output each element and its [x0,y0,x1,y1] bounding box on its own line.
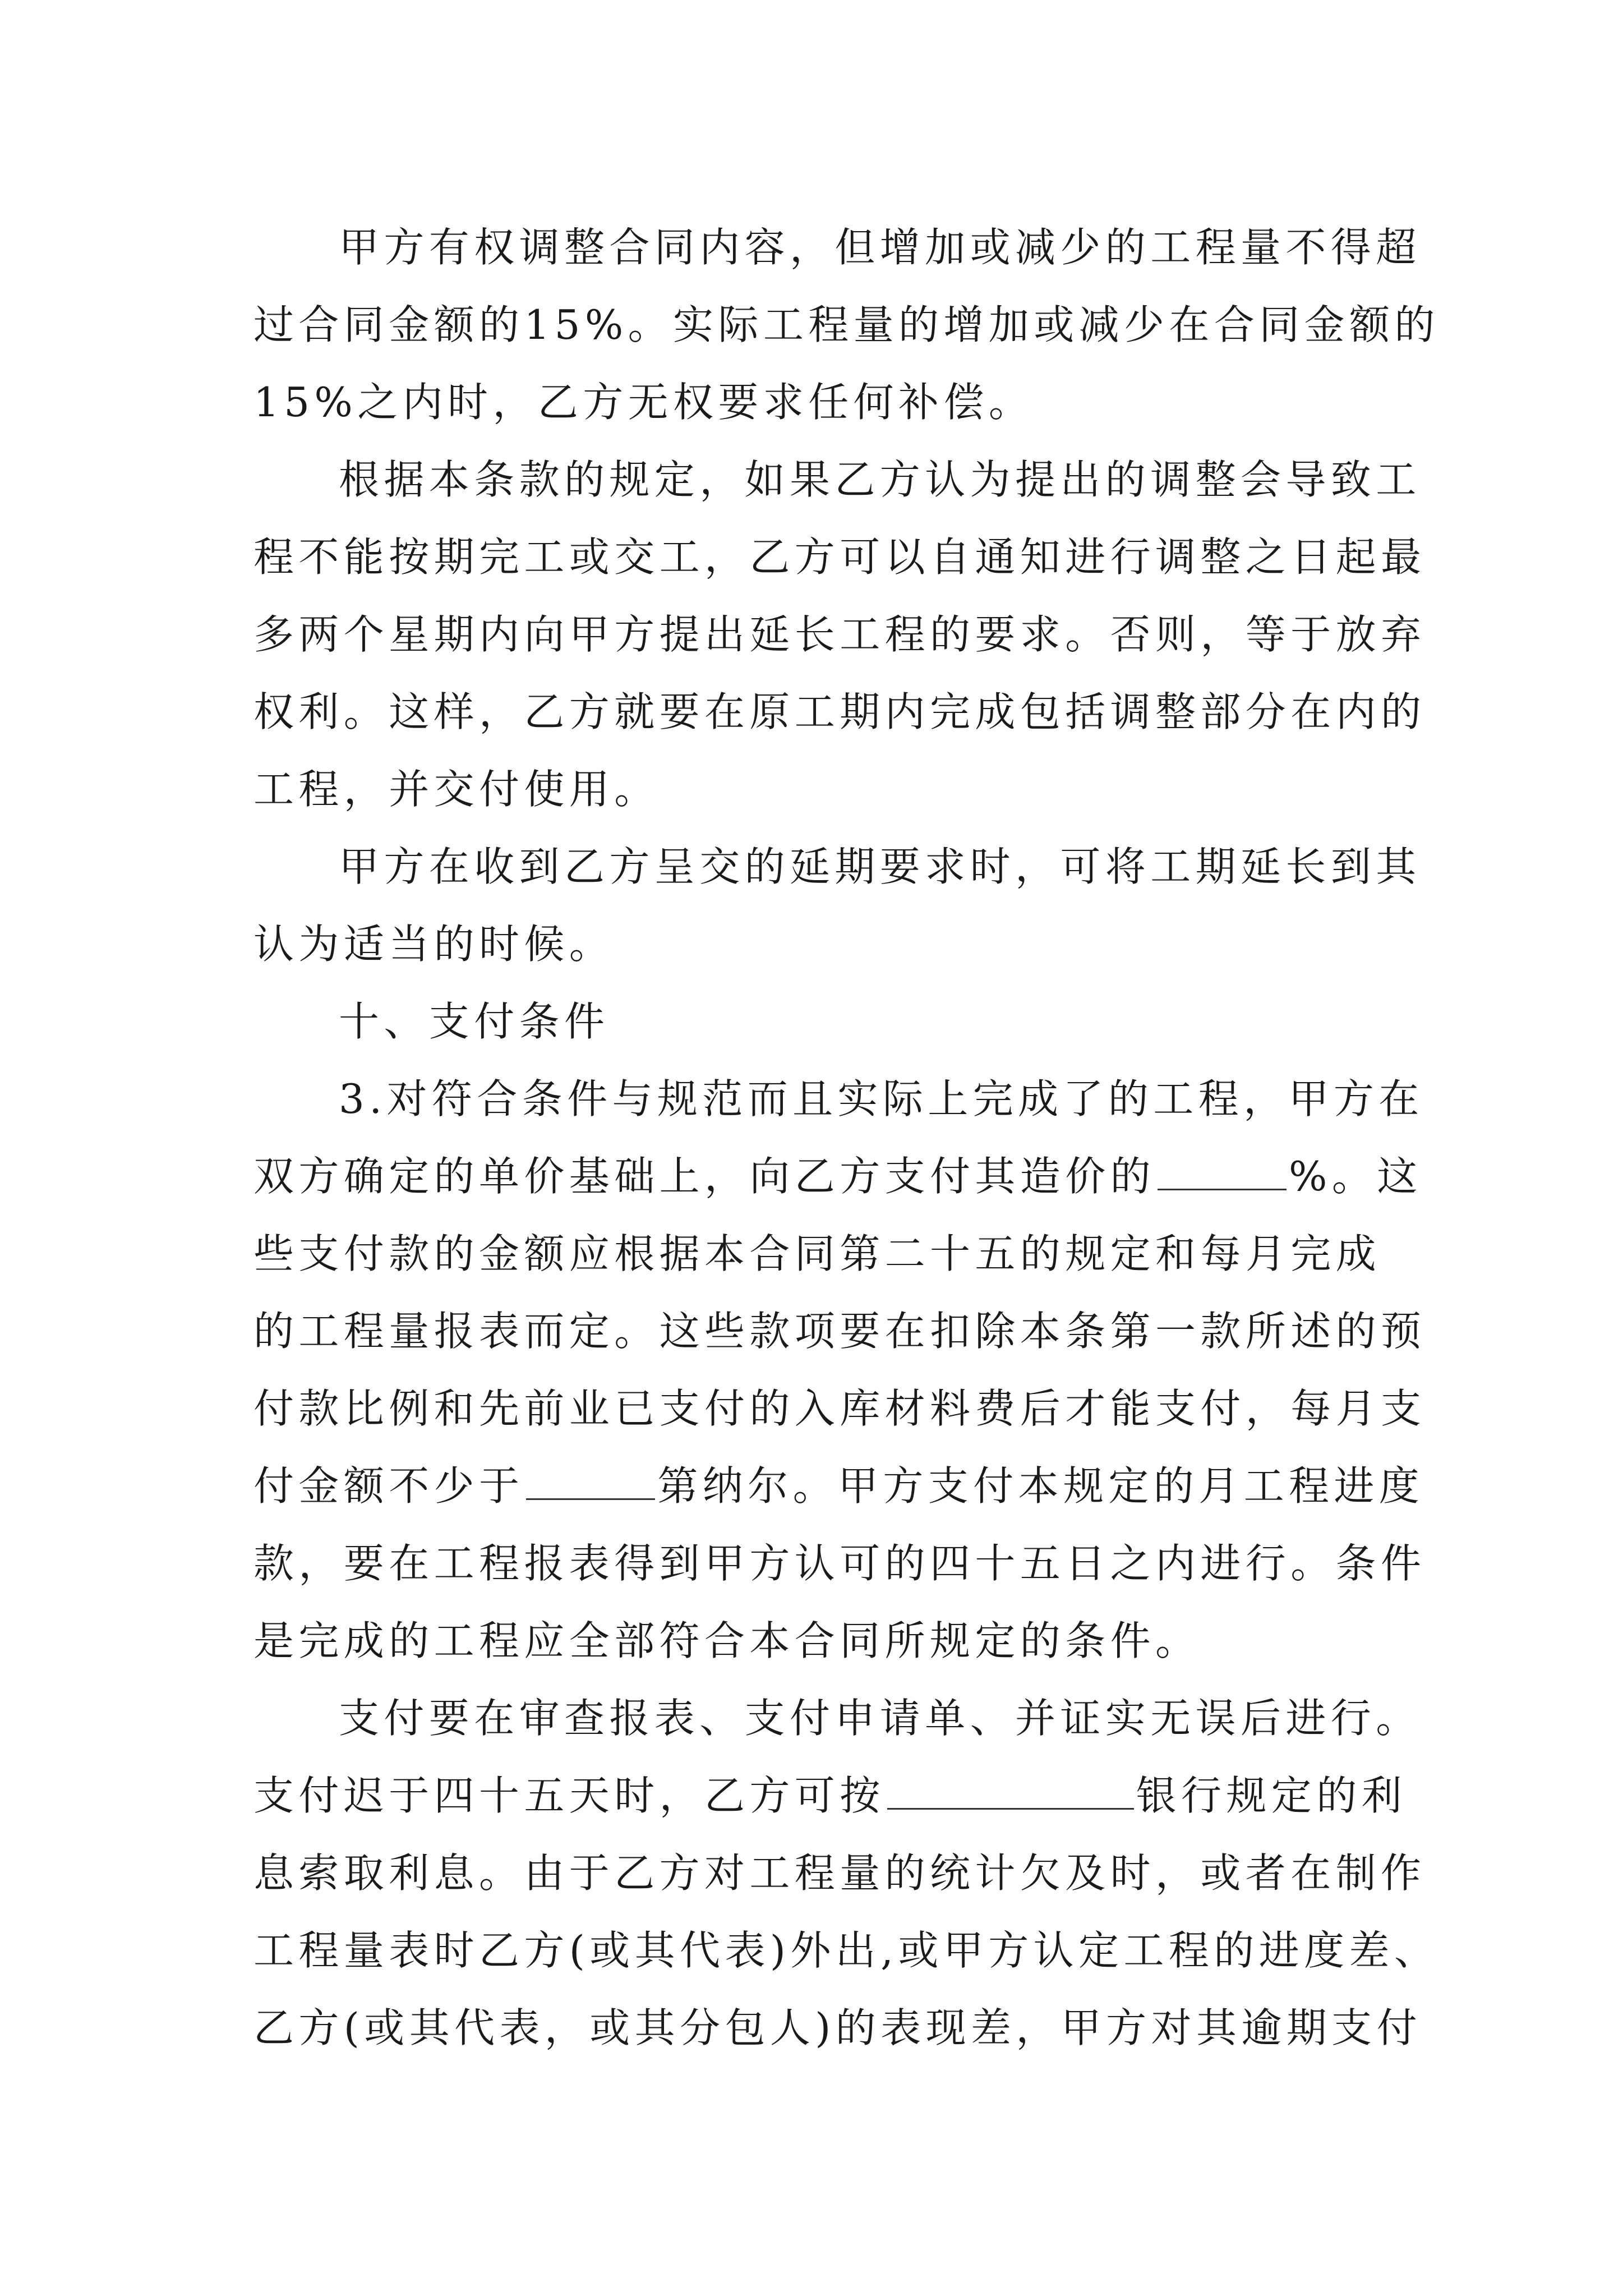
text-line [253,1447,1424,1525]
document-body [253,209,1440,2067]
text-line [253,209,1421,286]
text-line [253,1525,1426,1602]
text-line [253,673,1426,751]
fill-in-blank [1158,1154,1287,1190]
line-text-before-blank: 支付迟于四十五天时，乙方可按 [253,1772,885,1819]
text-line [253,1680,1421,1757]
line-text: 付款比例和先前业已支付的入库材料费后才能支付，每月支 [253,1385,1426,1432]
line-text-after-blank: %。这 [1289,1153,1422,1200]
line-text: 根据本条款的规定，如果乙方认为提出的调整会导致工 [339,456,1421,503]
text-line [253,1370,1426,1447]
line-text-after-blank: 第纳尔。甲方支付本规定的月工程进度 [657,1462,1424,1510]
text-line [253,983,1375,1060]
text-line [253,518,1426,596]
line-text-after-blank: 银行规定的利 [1136,1772,1407,1819]
line-text: 些支付款的金额应根据本合同第二十五的规定和每月完成 [253,1230,1381,1277]
line-text: 甲方有权调整合同内容，但增加或减少的工程量不得超 [339,224,1421,271]
line-text: 工程量表时乙方(或其代表)外出,或甲方认定工程的进度差、 [253,1927,1440,1974]
text-line [253,905,1375,983]
text-line [253,1215,1381,1292]
line-text: 息索取利息。由于乙方对工程量的统计欠及时，或者在制作 [253,1849,1426,1897]
text-line [253,1834,1426,1912]
line-text: 款，要在工程报表得到甲方认可的四十五日之内进行。条件 [253,1540,1426,1587]
text-line [253,364,1375,441]
text-line [253,286,1440,364]
text-line [253,596,1426,673]
text-line [253,751,1375,828]
line-text: 多两个星期内向甲方提出延长工程的要求。否则，等于放弃 [253,611,1426,658]
line-text: 支付要在审查报表、支付申请单、并证实无误后进行。 [339,1695,1421,1742]
text-line [253,1989,1422,2067]
text-line [253,1757,1407,1834]
line-text: 3.对符合条件与规范而且实际上完成了的工程，甲方在 [339,1075,1424,1122]
line-text: 过合同金额的15%。实际工程量的增加或减少在合同金额的 [253,301,1440,348]
fill-in-blank [887,1773,1134,1810]
text-line [253,1060,1424,1138]
line-text: 的工程量报表而定。这些款项要在扣除本条第一款所述的预 [253,1308,1426,1355]
line-text: 十、支付条件 [339,998,610,1045]
text-line [253,441,1421,518]
text-line [253,1292,1426,1370]
line-text: 乙方(或其代表，或其分包人)的表现差，甲方对其逾期支付 [253,2004,1422,2051]
line-text: 权利。这样，乙方就要在原工期内完成包括调整部分在内的 [253,688,1426,735]
text-line [253,1138,1422,1215]
line-text: 甲方在收到乙方呈交的延期要求时，可将工期延长到其 [339,843,1421,890]
line-text: 程不能按期完工或交工，乙方可以自通知进行调整之日起最 [253,533,1426,581]
line-text: 15%之内时，乙方无权要求任何补偿。 [253,379,1034,426]
line-text-before-blank: 付金额不少于 [253,1462,524,1510]
line-text-before-blank: 双方确定的单价基础上，向乙方支付其造价的 [253,1153,1156,1200]
line-text: 认为适当的时候。 [253,921,615,968]
line-text: 是完成的工程应全部符合本合同所规定的条件。 [253,1617,1201,1664]
fill-in-blank [526,1464,655,1500]
text-line [253,828,1421,905]
text-line [253,1912,1440,1989]
text-line [253,1602,1375,1680]
line-text: 工程，并交付使用。 [253,766,660,813]
